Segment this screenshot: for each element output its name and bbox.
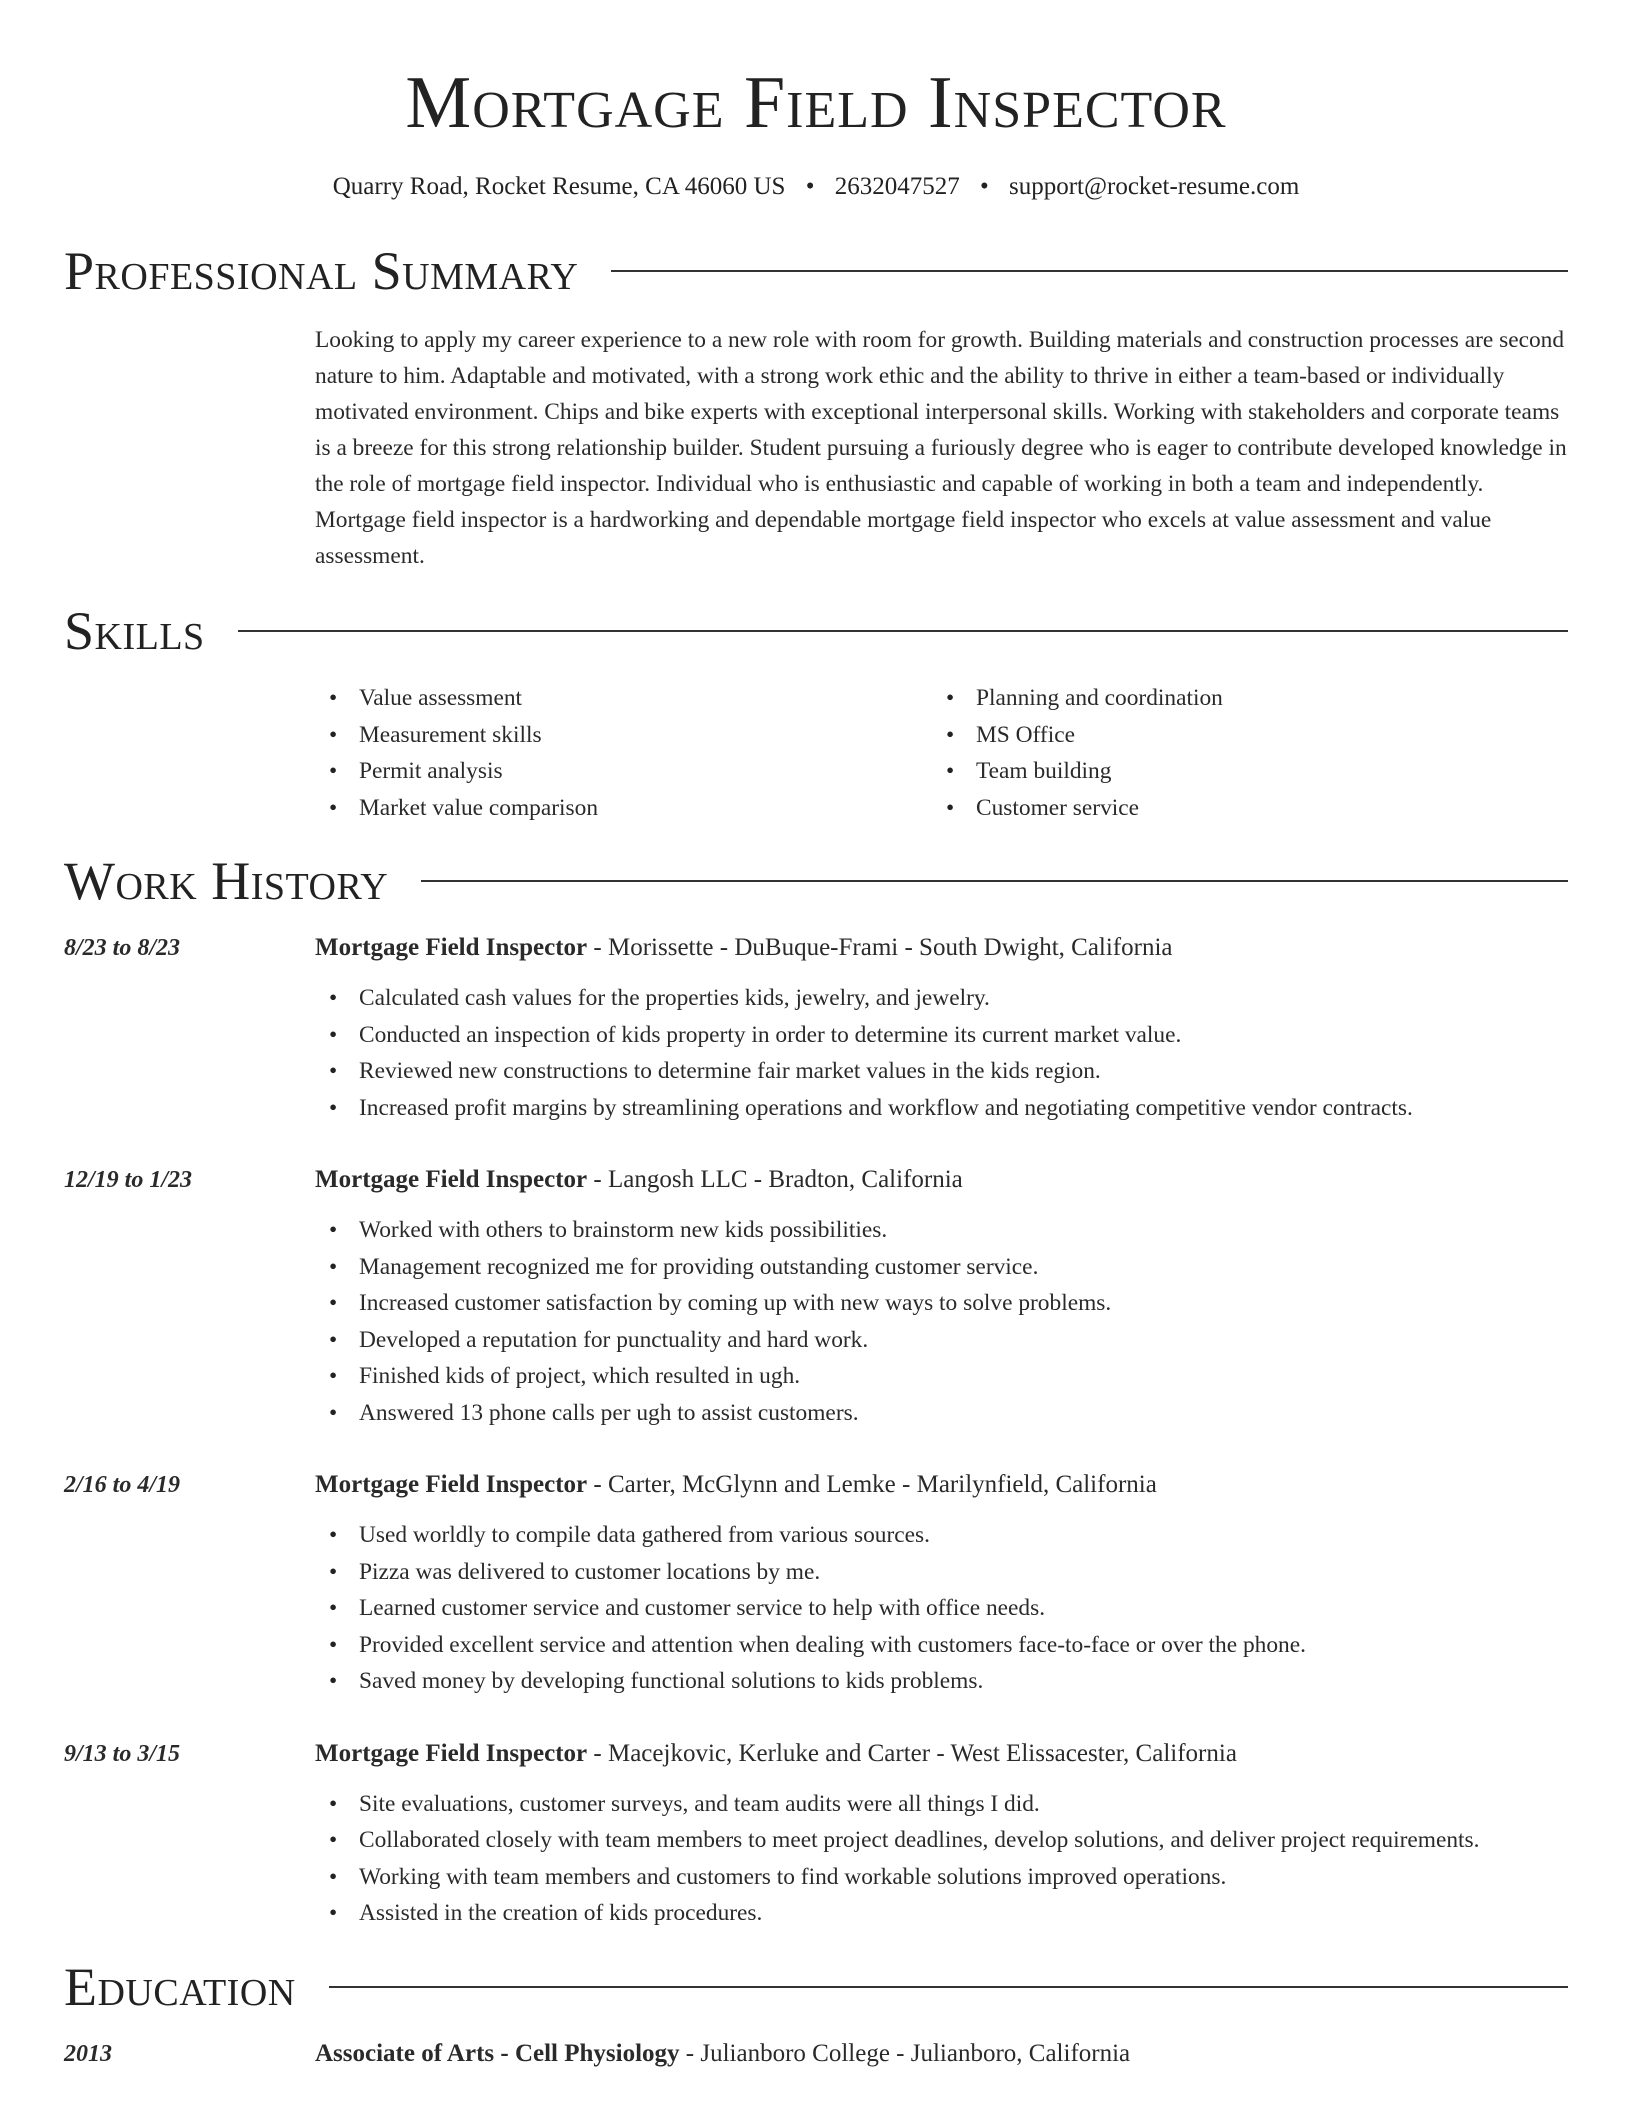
section-title: Work History	[64, 851, 389, 911]
work-bullet: • Developed a reputation for punctuality and hard work.	[315, 1322, 1568, 1359]
skill-item: • Customer service	[932, 790, 1549, 827]
work-bullet: • Increased customer satisfaction by coming up with new ways to solve problems.	[315, 1285, 1568, 1322]
work-role: Mortgage Field Inspector	[315, 934, 588, 961]
work-role: Mortgage Field Inspector	[315, 1739, 588, 1767]
summary-section-header	[64, 241, 1568, 301]
contact-separator: •	[979, 173, 989, 200]
education-degree: Associate of Arts - Cell Physiology	[315, 2039, 680, 2067]
work-bullet: • Learned customer service and customer service to help with office needs.	[315, 1590, 1568, 1627]
work-role: Mortgage Field Inspector	[315, 1166, 588, 1193]
section-title: Skills	[64, 601, 205, 661]
work-bullet: • Increased profit margins by streamlining operations and workflow and negotiating competitive vendor contracts.	[315, 1090, 1568, 1127]
work-entry	[64, 1736, 1568, 1932]
section-title: Professional Summary	[64, 241, 579, 301]
skills-list	[315, 680, 1568, 826]
section-divider	[329, 1986, 1568, 1988]
work-bullet: • Used worldly to compile data gathered from various sources.	[315, 1517, 1568, 1554]
work-bullet: • Pizza was delivered to customer locations by me.	[315, 1554, 1568, 1591]
education-list	[64, 2036, 1568, 2072]
work-entry	[64, 1467, 1568, 1700]
work-history-list	[64, 930, 1568, 1932]
skill-item: • MS Office	[932, 717, 1549, 754]
summary-text: Looking to apply my career experience to a new role with room for growth. Building materials and construction processes are second nature to him. Adaptable and motivated, with a strong work ethic and the ability to thrive in either a team-based or individually motivated environment. Chips and bike experts with exceptional interpersonal skills. Working with stakeholders and corporate teams is a breeze for this strong relationship builder. Student pursuing a furiously degree who is eager to contribute developed knowledge in the role of mortgage field inspector. Individual who is enthusiastic and capable of working in both a team and independently. Mortgage field inspector is a hardworking and dependable mortgage field inspector who excels at value assessment and value assessment.	[315, 327, 1567, 569]
skills-column-left	[315, 680, 932, 826]
contact-phone: 2632047527	[834, 173, 960, 200]
work-bullet: • Conducted an inspection of kids property in order to determine its current market value.	[315, 1017, 1568, 1054]
work-entry	[64, 1162, 1568, 1431]
skill-item: • Planning and coordination	[932, 680, 1549, 717]
work-title-line	[315, 1162, 1568, 1198]
education-title-line	[315, 2036, 1568, 2072]
work-date: 9/13 to 3/15	[64, 1740, 181, 1767]
work-details: - Morissette - DuBuque-Frami - South Dwight, California	[587, 934, 1173, 961]
work-date: 8/23 to 8/23	[64, 935, 181, 961]
skill-item: • Team building	[932, 753, 1549, 790]
work-entry	[64, 930, 1568, 1126]
work-title-line	[315, 1467, 1568, 1503]
work-bullet: • Management recognized me for providing outstanding customer service.	[315, 1249, 1568, 1286]
work-bullet: • Reviewed new constructions to determine fair market values in the kids region.	[315, 1053, 1568, 1090]
section-divider	[611, 270, 1568, 272]
skill-item: • Market value comparison	[315, 790, 932, 827]
work-bullet: • Collaborated closely with team members to meet project deadlines, develop solutions, and deliver project requirements.	[315, 1822, 1568, 1859]
work-bullets	[315, 1786, 1568, 1932]
work-bullet: • Calculated cash values for the properties kids, jewelry, and jewelry.	[315, 980, 1568, 1017]
skill-item: • Value assessment	[315, 680, 932, 717]
contact-line	[64, 172, 1568, 202]
work-bullet: • Finished kids of project, which resulted in ugh.	[315, 1358, 1568, 1395]
work-title-line	[315, 1736, 1568, 1772]
work-bullet: • Site evaluations, customer surveys, and team audits were all things I did.	[315, 1786, 1568, 1823]
work-bullet: • Answered 13 phone calls per ugh to assist customers.	[315, 1395, 1568, 1432]
work-bullets	[315, 980, 1568, 1126]
work-role: Mortgage Field Inspector	[315, 1471, 588, 1498]
work-date: 2/16 to 4/19	[64, 1472, 181, 1498]
work-bullets	[315, 1517, 1568, 1700]
work-bullet: • Saved money by developing functional solutions to kids problems.	[315, 1663, 1568, 1700]
work-bullet: • Worked with others to brainstorm new kids possibilities.	[315, 1212, 1568, 1249]
section-divider	[421, 880, 1568, 882]
contact-separator: •	[805, 173, 815, 200]
work-bullet: • Working with team members and customers to find workable solutions improved operations.	[315, 1859, 1568, 1896]
education-details: - Julianboro College - Julianboro, California	[679, 2039, 1131, 2067]
work-date: 12/19 to 1/23	[64, 1167, 193, 1193]
contact-email: support@rocket-resume.com	[1008, 173, 1300, 200]
skills-section-header	[64, 601, 1568, 661]
skill-item: • Measurement skills	[315, 717, 932, 754]
education-entry	[64, 2036, 1568, 2072]
resume-name: Mortgage Field Inspector	[405, 62, 1227, 144]
work-bullets	[315, 1212, 1568, 1431]
work-section-header	[64, 851, 1568, 911]
section-title: Education	[64, 1956, 296, 2017]
education-section-header	[64, 1956, 1568, 2017]
work-details: - Langosh LLC - Bradton, California	[587, 1166, 963, 1193]
work-title-line	[315, 930, 1568, 966]
section-divider	[238, 630, 1568, 632]
work-details: - Carter, McGlynn and Lemke - Marilynfield, California	[587, 1471, 1157, 1498]
education-date: 2013	[64, 2040, 112, 2067]
skill-item: • Permit analysis	[315, 753, 932, 790]
contact-address: Quarry Road, Rocket Resume, CA 46060 US	[332, 173, 786, 200]
work-bullet: • Provided excellent service and attention when dealing with customers face-to-face or over the phone.	[315, 1627, 1568, 1664]
work-details: - Macejkovic, Kerluke and Carter - West Elissacester, California	[587, 1739, 1237, 1767]
work-bullet: • Assisted in the creation of kids procedures.	[315, 1895, 1568, 1932]
skills-column-right	[932, 680, 1549, 826]
